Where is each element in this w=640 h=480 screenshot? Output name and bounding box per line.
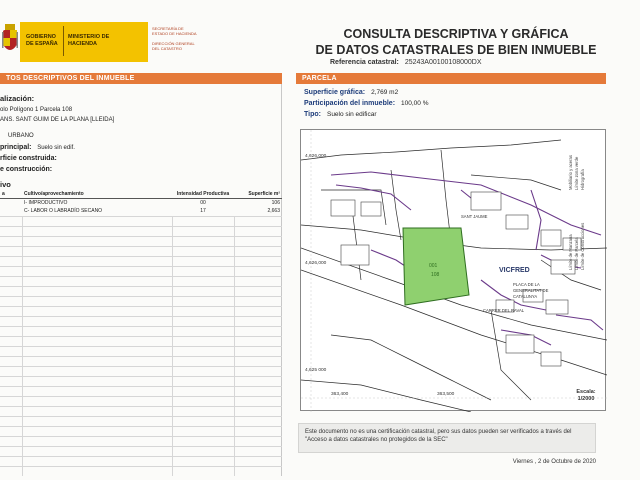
table-rule-line xyxy=(0,346,282,347)
cell-cultivo: C- LABOR O LABRADÍO SECANO xyxy=(24,208,103,214)
label-plaza: PLACA DE LA GENERALITAT DE CATALUNYA xyxy=(513,282,549,299)
location-line-2: ANS. SANT GUIM DE LA PLANA [LLEIDA] xyxy=(0,117,115,123)
direccion-text: DIRECCIÓN GENERAL DEL CATASTRO xyxy=(152,41,195,51)
use-value: Suelo sin edif. xyxy=(37,145,75,151)
table-empty-rows xyxy=(0,216,282,476)
table-rule-line xyxy=(0,366,282,367)
crop-table xyxy=(0,190,282,215)
table-rule-line xyxy=(0,276,282,277)
cell-intensidad: 00 xyxy=(200,200,206,206)
cell-intensidad: 17 xyxy=(200,208,206,214)
participation-value: 100,00 % xyxy=(401,100,429,107)
cultivo-label: ivo xyxy=(0,180,11,189)
table-header-row xyxy=(0,190,282,199)
scale-label: Escala: xyxy=(576,389,596,395)
table-rule-line xyxy=(0,226,282,227)
table-rule-line xyxy=(0,286,282,287)
type-value: Suelo sin edificar xyxy=(326,111,377,118)
cell-cultivo: I- IMPRODUCTIVO xyxy=(24,200,68,206)
table-rule-line xyxy=(0,446,282,447)
construction-year-label: e construcción: xyxy=(0,166,53,173)
ministry-subunits xyxy=(152,26,198,51)
map-legend xyxy=(568,150,604,370)
ref-value: 25243A00100108000DX xyxy=(404,59,482,66)
cadastral-map[interactable] xyxy=(300,129,606,411)
legend-item: Límite de Parcela xyxy=(574,237,579,270)
use-label: principal: xyxy=(0,144,32,151)
label-sant-jaume: SANT JAUME xyxy=(461,214,488,219)
cadastral-reference xyxy=(330,59,610,66)
column-divider xyxy=(22,216,23,476)
participation xyxy=(304,100,429,107)
legend-item: Límite de Manzana xyxy=(568,234,573,270)
gov-divider xyxy=(63,26,64,56)
scale-value: 1/2000 xyxy=(577,395,595,402)
page-title xyxy=(296,26,616,58)
ref-label: Referencia catastral: xyxy=(330,59,399,66)
government-logo xyxy=(0,22,196,64)
table-rule-line xyxy=(0,296,282,297)
label-carrer: CARRER DEL RAVAL xyxy=(483,308,525,313)
col-subparcel: a xyxy=(0,190,22,199)
type-label: Tipo: xyxy=(304,111,321,118)
table-row xyxy=(0,199,282,208)
table-rule-line xyxy=(0,426,282,427)
coord-north-bottom: 4,625 000 xyxy=(305,368,327,373)
class-value: URBANO xyxy=(8,133,34,139)
disclaimer-note: Este documento no es una certificación catastral, pero sus datos pueden ser verificados a través del "Acceso a datos catastrales no protegidos de la SEC" xyxy=(298,423,596,453)
column-divider xyxy=(234,216,235,476)
map-scale xyxy=(569,389,603,402)
table-rule-line xyxy=(0,456,282,457)
built-area-label: rficie construida: xyxy=(0,155,57,162)
main-use xyxy=(0,144,75,151)
coord-east-2: 363,500 xyxy=(437,392,455,397)
col-superficie: Superficie m² xyxy=(234,190,282,199)
table-rule-line xyxy=(0,356,282,357)
coord-east-1: 363,400 xyxy=(331,392,349,397)
legend-item: Mobiliario y aceras xyxy=(568,155,573,190)
col-intensidad: Intensidad Productiva xyxy=(172,190,234,199)
cell-subparcel xyxy=(0,207,22,215)
gov-name: GOBIERNO DE ESPAÑA xyxy=(26,34,58,47)
cell-superficie: 106 xyxy=(271,200,280,206)
ministry-name: MINISTERIO DE HACIENDA xyxy=(68,34,110,47)
table-row xyxy=(0,207,282,215)
parcel-type xyxy=(304,111,376,118)
legend-item: Límite de Construcciones xyxy=(580,222,585,270)
table-rule-line xyxy=(0,216,282,217)
table-rule-line xyxy=(0,266,282,267)
title-line-1: CONSULTA DESCRIPTIVA Y GRÁFICA xyxy=(343,27,569,41)
coat-of-arms-icon xyxy=(2,22,18,56)
parcel-subnumber: 108 xyxy=(431,272,440,278)
table-rule-line xyxy=(0,416,282,417)
legend-item: Hidrografía xyxy=(580,169,585,190)
table-rule-line xyxy=(0,306,282,307)
cell-subparcel xyxy=(0,199,22,208)
column-divider xyxy=(172,216,173,476)
table-rule-line xyxy=(0,316,282,317)
legend-item: Límite zona verde xyxy=(574,156,579,190)
cell-superficie: 2,663 xyxy=(267,208,280,214)
parcel-number: 001 xyxy=(429,263,438,269)
graphic-area-value: 2,769 m2 xyxy=(371,89,399,96)
table-rule-line xyxy=(0,436,282,437)
localizacion-label: alización: xyxy=(0,94,35,103)
title-line-2: DE DATOS CATASTRALES DE BIEN INMUEBLE xyxy=(315,43,597,57)
table-rule-line xyxy=(0,256,282,257)
map-drawing xyxy=(301,130,607,412)
descriptive-data-header: TOS DESCRIPTIVOS DEL INMUEBLE xyxy=(0,73,282,84)
parcel-header: PARCELA xyxy=(296,73,606,84)
secretaria-text: SECRETARÍA DE ESTADO DE HACIENDA xyxy=(152,26,197,36)
coord-north-top: 4,626,000 xyxy=(305,154,327,159)
participation-label: Participación del inmueble: xyxy=(304,100,396,107)
location-line-1: olo Polígono 1 Parcela 108 xyxy=(0,107,73,113)
table-rule-line xyxy=(0,466,282,467)
graphic-area xyxy=(304,89,398,96)
table-rule-line xyxy=(0,386,282,387)
table-rule-line xyxy=(0,246,282,247)
coord-north-mid: 4,626,000 xyxy=(305,261,327,266)
label-vicfred: VICFRED xyxy=(499,267,530,274)
table-rule-line xyxy=(0,376,282,377)
table-rule-line xyxy=(0,336,282,337)
table-rule-line xyxy=(0,236,282,237)
table-rule-line xyxy=(0,396,282,397)
table-rule-line xyxy=(0,406,282,407)
table-rule-line xyxy=(0,326,282,327)
document-date: Viernes , 2 de Octubre de 2020 xyxy=(512,459,596,465)
graphic-area-label: Superficie gráfica: xyxy=(304,89,366,96)
col-cultivo: Cultivo/aprovechamiento xyxy=(22,190,172,199)
